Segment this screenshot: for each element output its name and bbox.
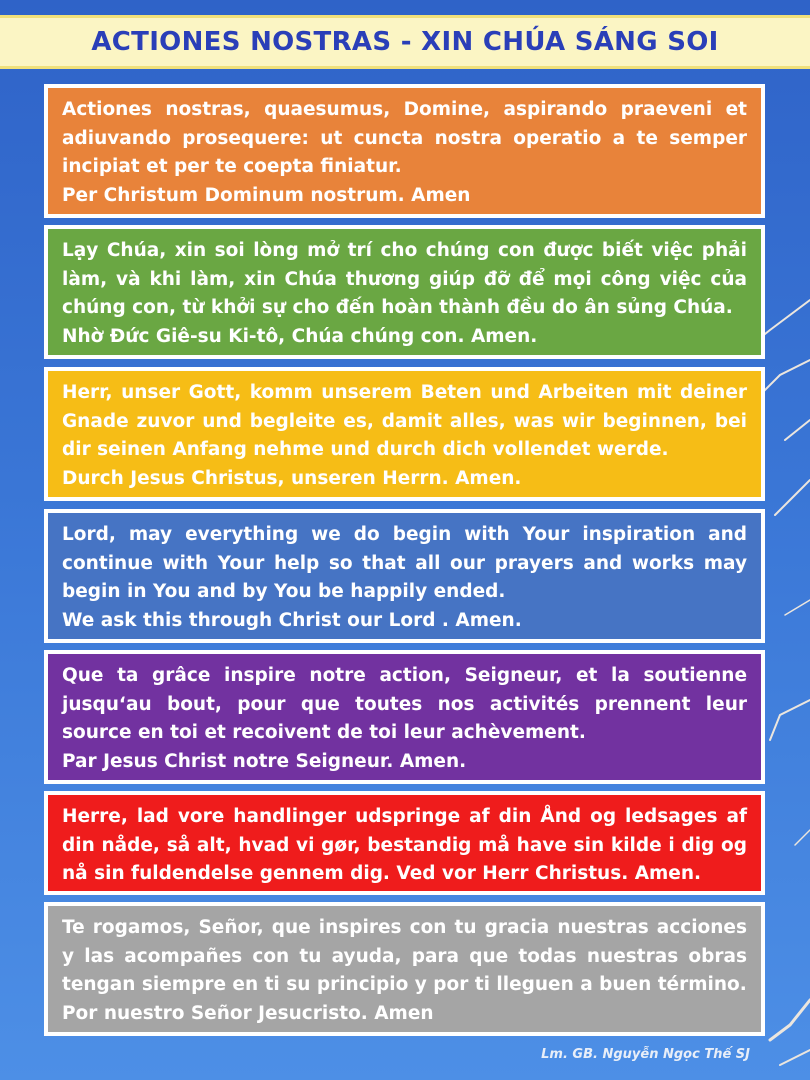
prayer-closing: Nhờ Đức Giê-su Ki-tô, Chúa chúng con. Amen. — [62, 325, 538, 347]
prayer-card-spanish — [44, 902, 765, 1036]
prayer-card-english — [44, 509, 765, 643]
page-title: ACTIONES NOSTRAS - XIN CHÚA SÁNG SOI — [91, 27, 719, 57]
prayer-closing: Por nuestro Señor Jesucristo. Amen — [62, 1002, 434, 1024]
prayer-body: Lạy Chúa, xin soi lòng mở trí cho chúng con được biết việc phải làm, và khi làm, xin Chúa thương giúp đỡ để mọi công việc của chúng con, từ khởi sự cho đến hoàn thành đều do ân sủng Chúa. — [62, 240, 747, 318]
prayer-card-latin — [44, 84, 765, 218]
prayer-body: Lord, may everything we do begin with Your inspiration and continue with Your help so that all our prayers and works may begin in You and by You be happily ended. — [62, 524, 747, 602]
prayer-closing: Per Christum Dominum nostrum. Amen — [62, 184, 471, 206]
prayer-card-german — [44, 367, 765, 501]
prayer-closing: We ask this through Christ our Lord . Amen. — [62, 609, 522, 631]
title-banner — [0, 15, 810, 69]
prayer-body: Que ta grâce inspire notre action, Seigneur, et la soutienne jusqu‘au bout, pour que toutes nos activités prennent leur source en toi et recoivent de toi leur achèvement. — [62, 665, 747, 743]
prayer-body: Herre, lad vore handlinger udspringe af din Ånd og ledsages af din nåde, så alt, hvad vi gør, bestandig må have sin kilde i dig og nå sin fuldendelse gennem dig. Ved vor Herr Christus. Amen. — [62, 806, 747, 884]
prayer-closing: Durch Jesus Christus, unseren Herrn. Amen. — [62, 467, 522, 489]
prayer-closing: Par Jesus Christ notre Seigneur. Amen. — [62, 750, 467, 772]
prayer-card-vietnamese — [44, 225, 765, 359]
author-credit: Lm. GB. Nguyễn Ngọc Thế SJ — [541, 1047, 750, 1062]
prayer-body: Herr, unser Gott, komm unserem Beten und Arbeiten mit deiner Gnade zuvor und begleite es, damit alles, was wir beginnen, bei dir seinen Anfang nehme und durch dich vollendet werde. — [62, 382, 747, 460]
prayer-body: Actiones nostras, quaesumus, Domine, aspirando praeveni et adiuvando prosequere: ut cuncta nostra operatio a te semper incipiat et per te coepta finiatur. — [62, 99, 747, 177]
prayer-card-french — [44, 650, 765, 784]
prayer-body: Te rogamos, Señor, que inspires con tu gracia nuestras acciones y las acompañes con tu ayuda, para que todas nuestras obras tengan siempre en ti su principio y por ti lleguen a buen término. — [62, 917, 747, 995]
prayer-card-danish — [44, 791, 765, 895]
